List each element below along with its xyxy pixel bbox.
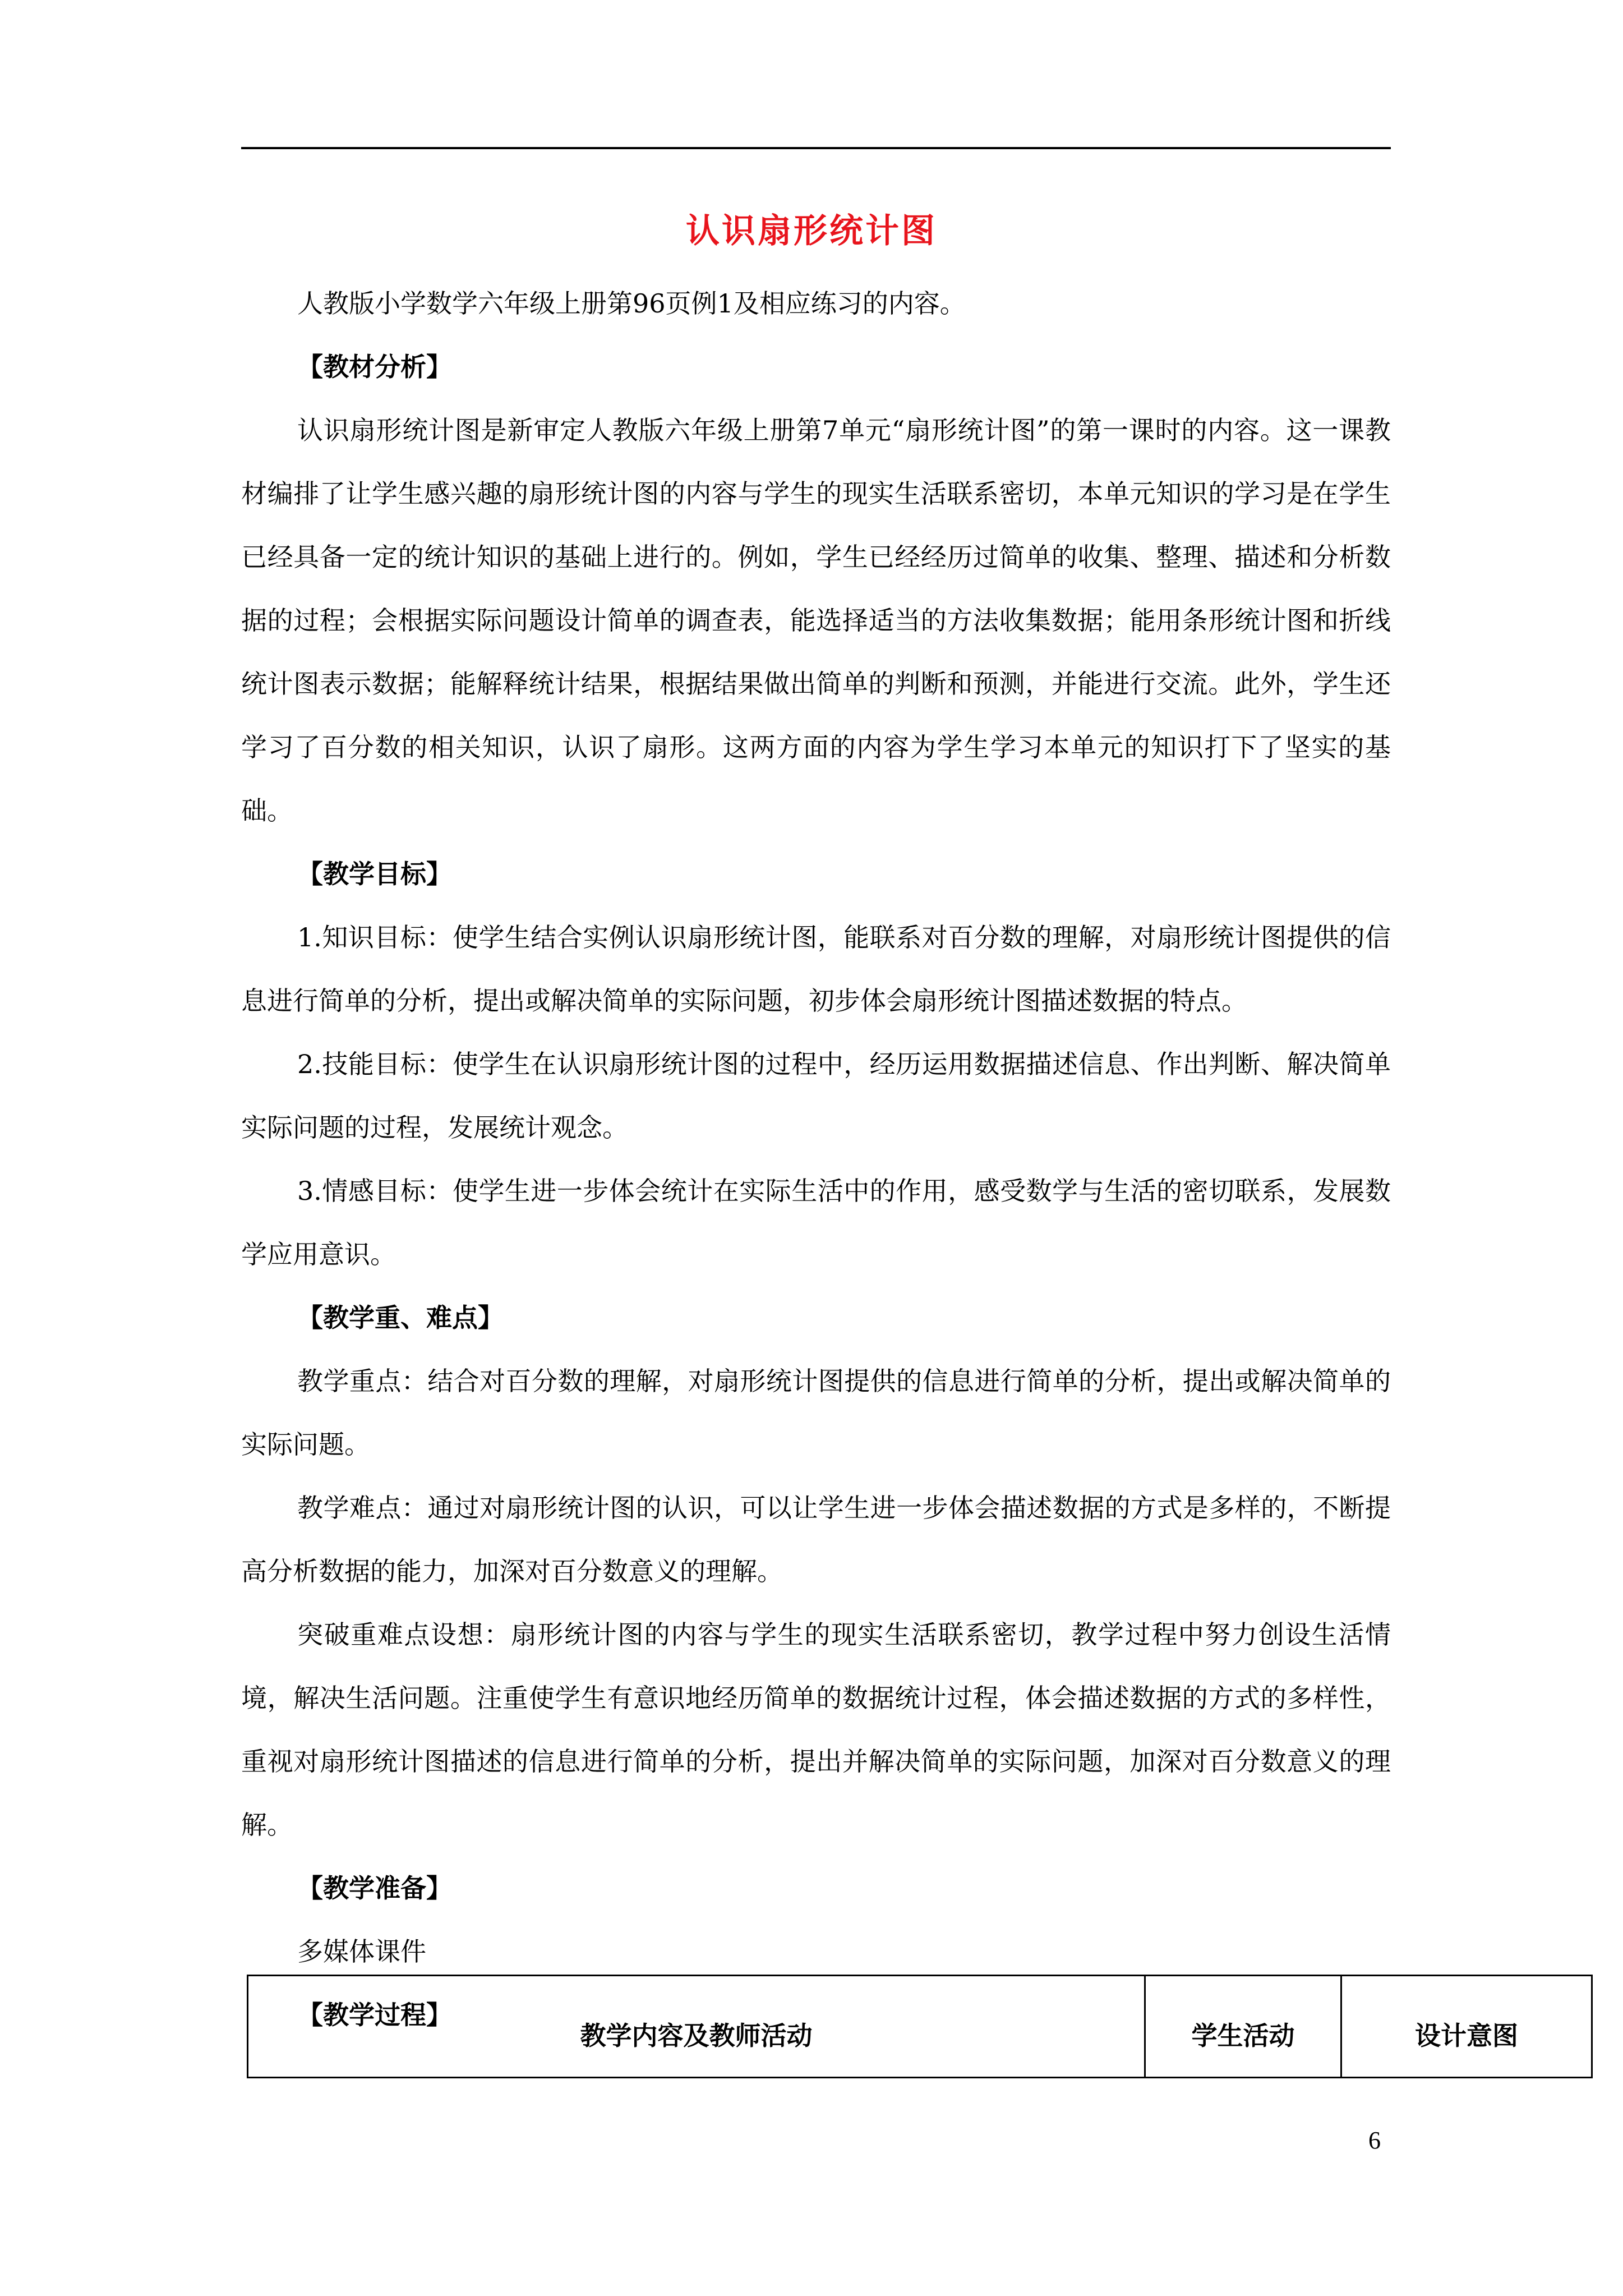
page-number: 6 — [1368, 2127, 1381, 2154]
breakthrough-paragraph: 突破重难点设想：扇形统计图的内容与学生的现实生活联系密切，教学过程中努力创设生活情境，解决生活问题。注重使学生有意识地经历简单的数据统计过程，体会描述数据的方式的多样性，重视对扇形统计图描述的信息进行简单的分析，提出并解决简单的实际问题，加深对百分数意义的理解。 — [241, 1619, 1391, 1840]
key-point-paragraph: 教学重点：结合对百分数的理解，对扇形统计图提供的信息进行简单的分析，提出或解决简单的实际问题。 — [241, 1366, 1391, 1460]
table-header-row — [248, 1976, 1592, 2078]
objective-emotion: 3.情感目标：使学生进一步体会统计在实际生活中的作用，感受数学与生活的密切联系，发展数学应用意识。 — [241, 1176, 1391, 1269]
section-heading-process: 【教学过程】 — [297, 2000, 452, 2030]
teaching-process-table — [247, 1975, 1593, 2078]
section-heading-objectives: 【教学目标】 — [297, 859, 452, 889]
objective-skill: 2.技能目标：使学生在认识扇形统计图的过程中，经历运用数据描述信息、作出判断、解决简单实际问题的过程，发展统计观念。 — [241, 1049, 1391, 1143]
section-heading-preparation: 【教学准备】 — [297, 1873, 452, 1903]
table-header-cell: 教学内容及教师活动 — [248, 1976, 1145, 2078]
objective-knowledge: 1.知识目标：使学生结合实例认识扇形统计图，能联系对百分数的理解，对扇形统计图提供的信息进行简单的分析，提出或解决简单的实际问题，初步体会扇形统计图描述数据的特点。 — [241, 922, 1391, 1016]
table-header-cell: 学生活动 — [1145, 1976, 1341, 2078]
document-body — [241, 272, 1391, 2047]
header-rule — [241, 147, 1391, 149]
section-heading-material-analysis: 【教材分析】 — [297, 352, 452, 382]
difficulty-paragraph: 教学难点：通过对扇形统计图的认识，可以让学生进一步体会描述数据的方式是多样的，不断提高分析数据的能力，加深对百分数意义的理解。 — [241, 1493, 1391, 1586]
document-title: 认识扇形统计图 — [686, 211, 937, 251]
preparation-paragraph: 多媒体课件 — [297, 1936, 426, 1967]
table-header-cell: 设计意图 — [1341, 1976, 1592, 2078]
material-analysis-paragraph: 认识扇形统计图是新审定人教版六年级上册第7单元“扇形统计图”的第一课时的内容。这一课教材编排了让学生感兴趣的扇形统计图的内容与学生的现实生活联系密切，本单元知识的学习是在学生已经具备一定的统计知识的基础上进行的。例如，学生已经经历过简单的收集、整理、描述和分析数据的过程；会根据实际问题设计简单的调查表，能选择适当的方法收集数据；能用条形统计图和折线统计图表示数据；能解释统计结果，根据结果做出简单的判断和预测，并能进行交流。此外，学生还学习了百分数的相关知识，认识了扇形。这两方面的内容为学生学习本单元的知识打下了坚实的基础。 — [241, 415, 1391, 826]
section-heading-key-points: 【教学重、难点】 — [297, 1303, 504, 1333]
intro-paragraph: 人教版小学数学六年级上册第96页例1及相应练习的内容。 — [297, 288, 966, 319]
